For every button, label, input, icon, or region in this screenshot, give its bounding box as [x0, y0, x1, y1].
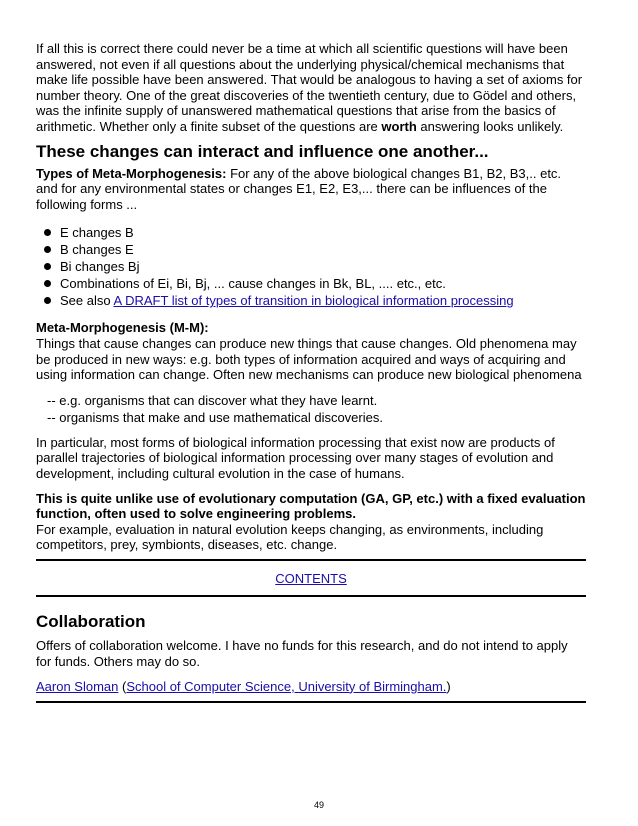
document-page — [36, 41, 586, 703]
author-link[interactable]: Aaron Sloman — [36, 678, 119, 694]
intro-bold-word: worth — [381, 118, 417, 134]
example-line: -- organisms that make and use mathematical discoveries. — [47, 409, 383, 425]
unlike-bold-paragraph: This is quite unlike use of evolutionary computation (GA, GP, etc.) with a fixed evaluation function, often used to solve engineering problems. — [36, 490, 586, 522]
credit-line — [36, 679, 586, 695]
collaboration-heading: Collaboration — [36, 612, 146, 632]
collaboration-paragraph: Offers of collaboration welcome. I have no funds for this research, and do not intend to apply for funds. Others may do so. — [36, 638, 568, 670]
contents-row — [36, 571, 586, 587]
page-number: 49 — [313, 800, 324, 810]
influence-list — [36, 224, 586, 309]
credit-close: ) — [446, 678, 451, 694]
list-item: E changes B — [42, 224, 586, 241]
divider — [36, 559, 586, 561]
draft-list-link[interactable]: A DRAFT list of types of transition in biological information processing — [113, 293, 514, 309]
particular-paragraph: In particular, most forms of biological information processing that exist now are products of parallel trajectories of biological information processing over many stages of evolution and development, including cultural evolution in the case of humans. — [36, 434, 555, 481]
see-also-prefix: See also — [60, 293, 114, 309]
unlike-paragraph: For example, evaluation in natural evolution keeps changing, as environments, including competitors, prey, symbionts, diseases, etc. change. — [36, 521, 544, 553]
list-item: B changes E — [42, 241, 586, 258]
school-link[interactable]: School of Computer Science, University of Birmingham. — [126, 678, 447, 694]
intro-text-end: answering looks unlikely. — [416, 118, 564, 134]
divider — [36, 701, 586, 703]
list-item-see-also — [42, 292, 586, 309]
credit-open: ( — [118, 678, 127, 694]
divider — [36, 595, 586, 597]
intro-text: If all this is correct there could never be a time at which all scientific questions will have been answered, not even if all questions about the underlying physical/chemical mechanisms that make life possible have been answered. That would be analogous to having a set of axioms for number theory. One of the great discoveries of the twentieth century, due to Gödel and others, was the infinite supply of unanswered mathematical questions that arise from the basics of arithmetic. Whether only a finite subset of the questions are — [36, 41, 583, 134]
intro-paragraph — [36, 41, 586, 135]
types-paragraph — [36, 166, 586, 213]
changes-heading: These changes can interact and influence one another... — [36, 141, 489, 161]
example-line: -- e.g. organisms that can discover what they have learnt. — [47, 392, 378, 408]
types-label: Types of Meta-Morphogenesis: — [36, 165, 227, 181]
contents-link[interactable]: CONTENTS — [275, 570, 347, 586]
list-item: Combinations of Ei, Bi, Bj, ... cause changes in Bk, BL, .... etc., etc. — [42, 275, 586, 292]
mm-heading: Meta-Morphogenesis (M-M): — [36, 320, 209, 336]
mm-paragraph: Things that cause changes can produce new things that cause changes. Old phenomena may be produced in new ways: e.g. both types of information acquired and ways of acquiring and using information can change. Often new mechanisms can produce new biological phenomena — [36, 335, 582, 383]
mm-examples — [36, 392, 586, 426]
types-text: For any of the above biological changes B1, B2, B3,.. etc. and for any environmental states or changes E1, E2, E3,... there can be influences of the following forms ... — [36, 165, 562, 212]
list-item: Bi changes Bj — [42, 258, 586, 275]
